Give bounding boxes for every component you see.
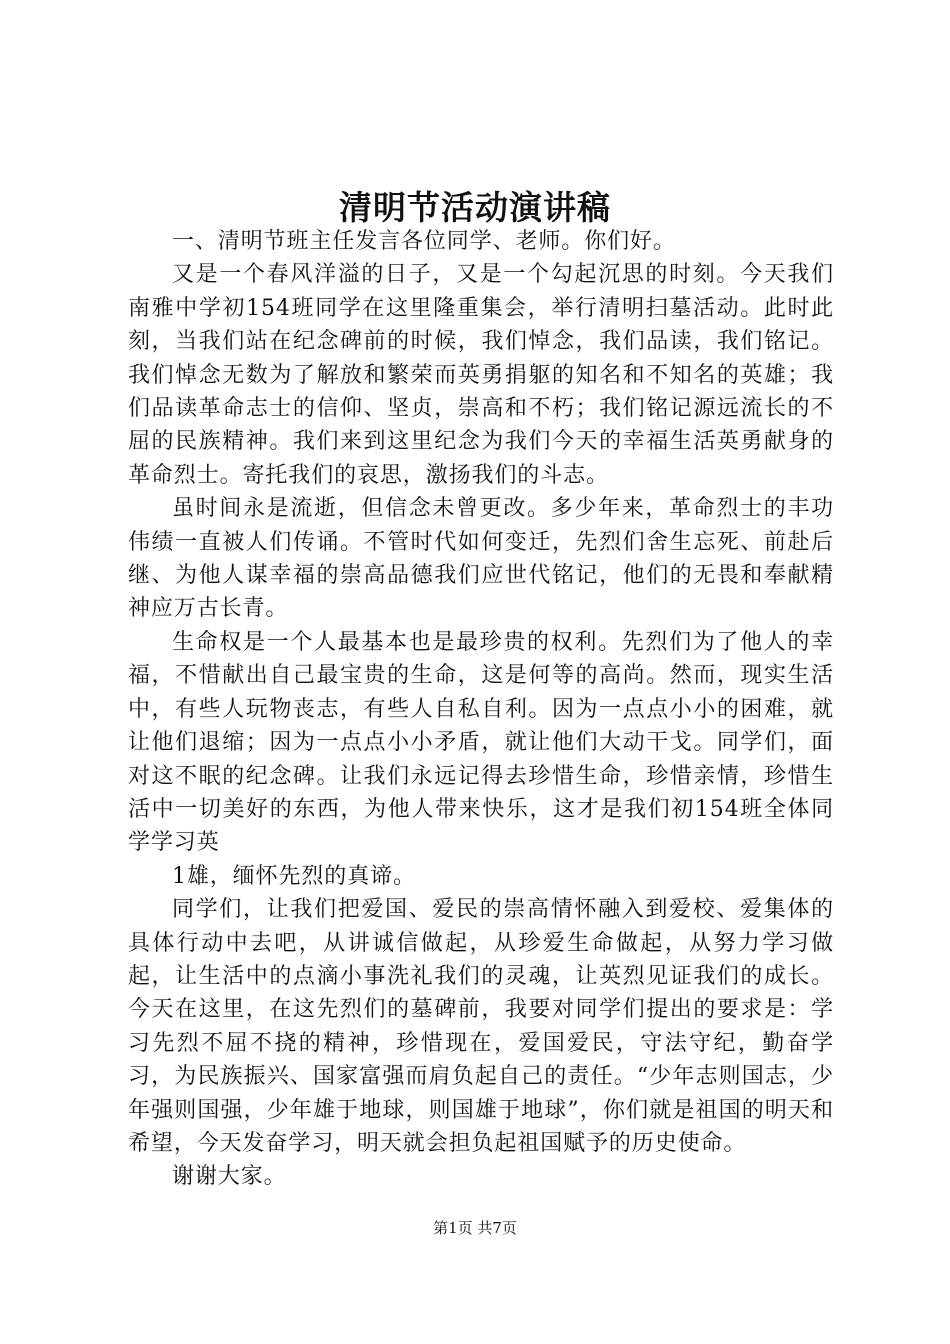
paragraph: 生命权是一个人最基本也是最珍贵的权利。先烈们为了他人的幸福，不惜献出自己最宝贵的生命，这是何等的高尚。然而，现实生活中，有些人玩物丧志，有些人自私自利。因为一点点小小的困难，就让他们退缩；因为一点点小小矛盾，就让他们大动干戈。同学们，面对这不眠的纪念碑。让我们永远记得去珍惜生命，珍惜亲情，珍惜生活中一切美好的东西，为他人带来快乐，这才是我们初154班全体同学学习英 bbox=[128, 629, 834, 856]
speech-body bbox=[128, 225, 834, 1194]
paragraph-intro: 一、清明节班主任发言各位同学、老师。你们好。 bbox=[172, 229, 676, 254]
paragraph: 虽时间永是流逝，但信念未曾更改。多少年来，革命烈士的丰功伟绩一直被人们传诵。不管时代如何变迁，先烈们舍生忘死、前赴后继、为他人谋幸福的崇高品德我们应世代铭记，他们的无畏和奉献精神应万古长青。 bbox=[128, 496, 834, 622]
paragraph: 同学们，让我们把爱国、爱民的崇高情怀融入到爱校、爱集体的具体行动中去吧，从讲诚信做起，从珍爱生命做起，从努力学习做起，让生活中的点滴小事洗礼我们的灵魂，让英烈见证我们的成长。今天在这里，在这先烈们的墓碑前，我要对同学们提出的要求是：学习先烈不屈不挠的精神，珍惜现在，爱国爱民，守法守纪，勤奋学习，为民族振兴、国家富强而肩负起自己的责任。“少年志则国志，少年强则国强，少年雄于地球，则国雄于地球”，你们就是祖国的明天和希望，今天发奋学习，明天就会担负起祖国赋予的历史使命。 bbox=[128, 897, 834, 1156]
page-footer: 第1页 共7页 bbox=[433, 1219, 517, 1237]
page-title: 清明节活动演讲稿 bbox=[339, 188, 611, 227]
paragraph-closing: 谢谢大家。 bbox=[172, 1164, 287, 1190]
paragraph: 1雄，缅怀先烈的真谛。 bbox=[172, 863, 416, 889]
paragraph: 又是一个春风洋溢的日子，又是一个勾起沉思的时刻。今天我们南雅中学初154班同学在这里隆重集会，举行清明扫墓活动。此时此刻，当我们站在纪念碑前的时候，我们悼念，我们品读，我们铭记。我们悼念无数为了解放和繁荣而英勇捐躯的知名和不知名的英雄；我们品读革命志士的信仰、坚贞，崇高和不朽；我们铭记源远流长的不屈的民族精神。我们来到这里纪念为我们今天的幸福生活英勇献身的革命烈士。寄托我们的哀思，激扬我们的斗志。 bbox=[128, 262, 834, 488]
